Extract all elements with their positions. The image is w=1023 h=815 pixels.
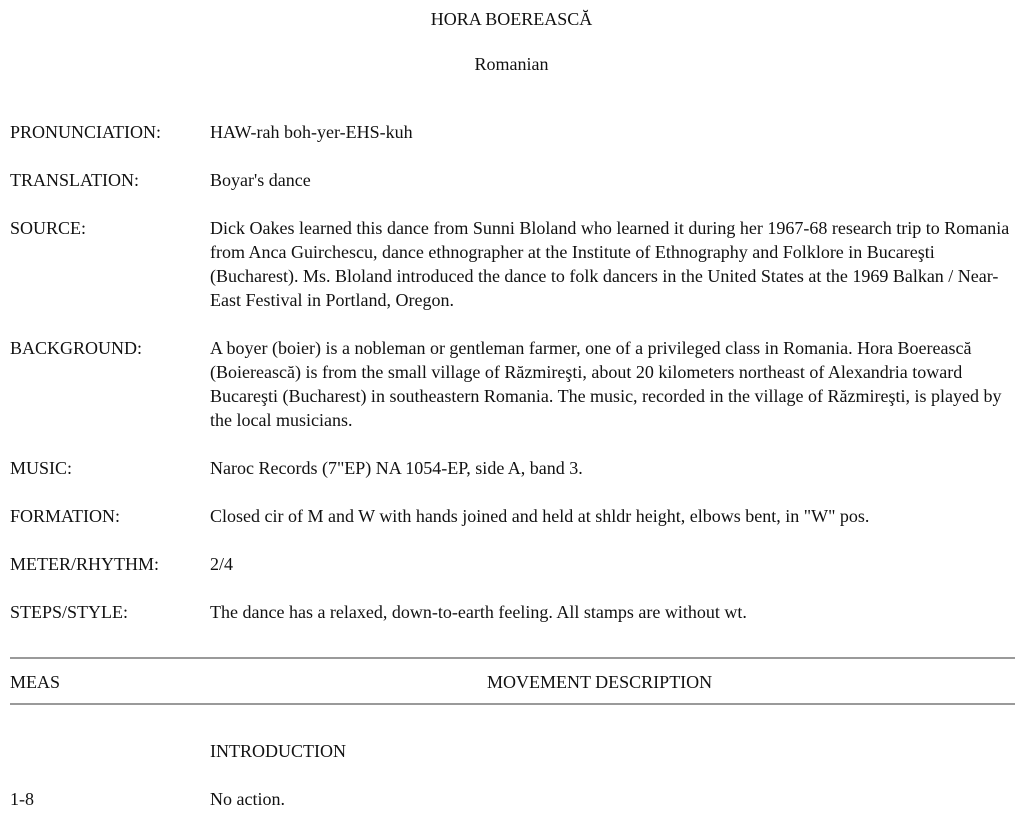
field-label: SOURCE: [10,218,87,238]
field-label: STEPS/STYLE: [10,602,129,622]
field-label: PRONUNCIATION: [10,122,162,142]
field-value: Dick Oakes learned this dance from Sunni Bloland who learned it during her 1967-68 research trip to Romania from Anca Guirchescu, dance ethnographer at the Institute of Ethnography and Folklore in Bucareşti (Bucharest). Ms. Bloland introduced the dance to folk dancers in the United States at the 1969 Balkan / Near-East Festival in Portland, Oregon. [210,218,1010,310]
field-value: 2/4 [210,554,234,574]
dance-title: HORA BOEREASCĂ [430,9,593,29]
field-label: MUSIC: [10,458,73,478]
field-value: HAW-rah boh-yer-EHS-kuh [210,122,413,142]
field-value: Naroc Records (7"EP) NA 1054-EP, side A, band 3. [210,458,583,478]
dance-origin: Romanian [474,54,549,74]
field-label: TRANSLATION: [10,170,139,190]
meas-value: 1-8 [10,789,34,809]
field-label: METER/RHYTHM: [10,554,160,574]
table-header-rule [10,703,1015,705]
field-value: Closed cir of M and W with hands joined and held at shldr height, elbows bent, in "W" pos. [210,506,870,526]
movement-description: No action. [210,789,285,809]
column-header-meas: MEAS [10,672,61,692]
field-label: BACKGROUND: [10,338,143,358]
field-value: The dance has a relaxed, down-to-earth feeling. All stamps are without wt. [210,602,747,622]
field-value: Boyar's dance [210,170,311,190]
table-top-rule [10,657,1015,659]
field-label: FORMATION: [10,506,121,526]
section-heading: INTRODUCTION [210,741,346,761]
column-header-movement: MOVEMENT DESCRIPTION [487,672,713,692]
field-value: A boyer (boier) is a nobleman or gentleman farmer, one of a privileged class in Romania. Hora Boerească (Boierească) is from the small village of Răzmireşti, about 20 kilometers northeast of Alexandria toward Bucareşti (Bucharest) in southeastern Romania. The music, recorded in the village of Răzmireşti, is played by the local musicians. [210,338,1002,430]
